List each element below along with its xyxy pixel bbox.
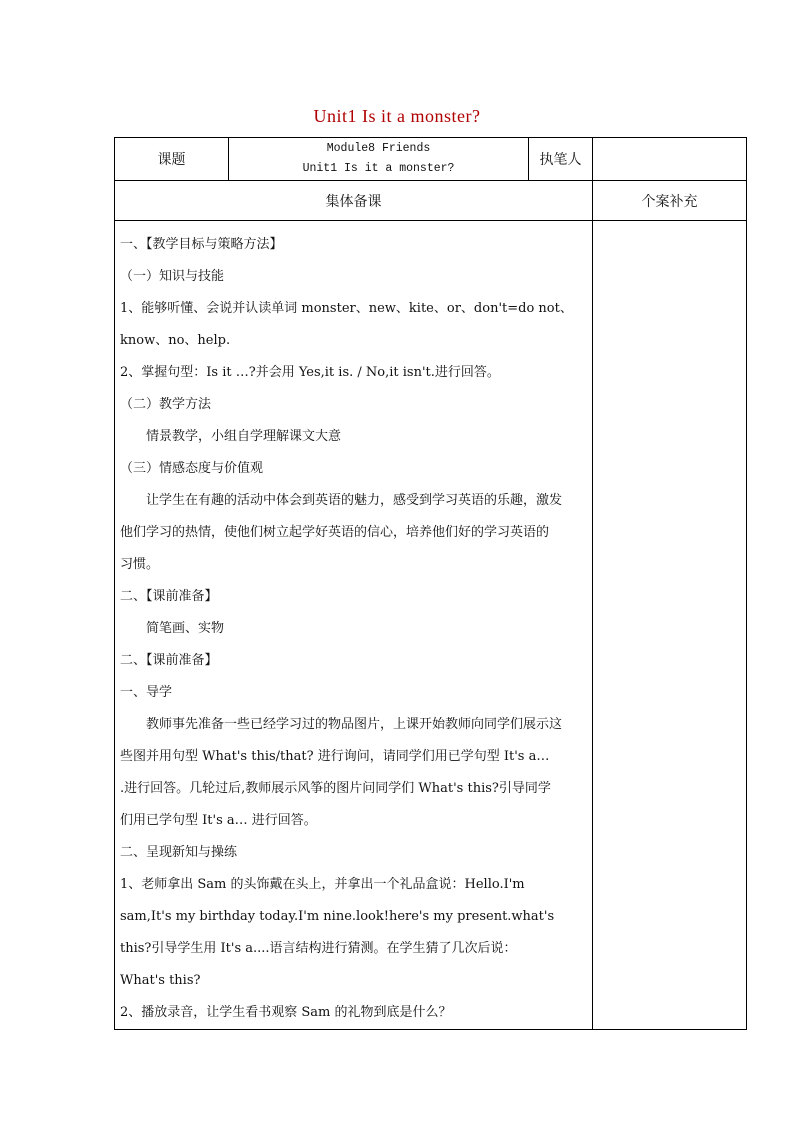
topic-label: 课题 bbox=[115, 138, 229, 181]
text-line: 1、老师拿出 Sam 的头饰戴在头上，并拿出一个礼品盒说：Hello.I'm bbox=[120, 877, 525, 892]
text-line: 习惯。 bbox=[120, 557, 160, 572]
collective-content bbox=[115, 221, 593, 1030]
text-line: 2、播放录音，让学生看书观察 Sam 的礼物到底是什么？ bbox=[120, 1005, 452, 1020]
individual-supplement-header: 个案补充 bbox=[593, 181, 747, 221]
subsection-heading: （三）情感态度与价值观 bbox=[120, 461, 264, 476]
text-line: 教师事先准备一些已经学习过的物品图片，上课开始教师向同学们展示这 bbox=[146, 717, 563, 732]
text-line: 们用已学句型 It's a… 进行回答。 bbox=[120, 813, 317, 828]
text-line: 些图并用句型 What's this/that? 进行询问，请同学们用已学句型 It's a… bbox=[120, 749, 550, 764]
author-value bbox=[593, 138, 747, 181]
section-heading: 二、【课前准备】 bbox=[120, 589, 218, 604]
text-line: What's this? bbox=[120, 973, 201, 988]
text-line: sam,It's my birthday today.I'm nine.look!here's my present.what's bbox=[120, 909, 555, 924]
text-line: 2、掌握句型：Is it …?并会用 Yes,it is. / No,it isn't.进行回答。 bbox=[120, 365, 500, 380]
subheader-row bbox=[115, 181, 747, 221]
individual-content bbox=[593, 221, 747, 1030]
collective-prep-header: 集体备课 bbox=[115, 181, 593, 221]
text-line: this?引导学生用 It's a....语言结构进行猜测。在学生猜了几次后说： bbox=[120, 941, 517, 956]
text-line: 情景教学，小组自学理解课文大意 bbox=[146, 429, 342, 444]
author-label: 执笔人 bbox=[529, 138, 593, 181]
text-line: 他们学习的热情，使他们树立起学好英语的信心，培养他们好的学习英语的 bbox=[120, 525, 550, 540]
text-line: 简笔画、实物 bbox=[146, 621, 225, 636]
content-row bbox=[115, 221, 747, 1030]
header-row bbox=[115, 138, 747, 181]
topic-value bbox=[229, 138, 529, 181]
text-line: 1、能够听懂、会说并认读单词 monster、new、kite、or、don't=do not、 bbox=[120, 301, 573, 316]
unit-line: Unit1 Is it a monster? bbox=[302, 162, 455, 175]
subsection-heading: （二）教学方法 bbox=[120, 397, 212, 412]
module-line: Module8 Friends bbox=[326, 142, 431, 155]
subsection-heading: 一、导学 bbox=[120, 685, 173, 700]
text-line: .进行回答。几轮过后,教师展示风筝的图片问同学们 What's this?引导同学 bbox=[120, 781, 551, 796]
subsection-heading: （一）知识与技能 bbox=[120, 269, 225, 284]
section-heading: 一、【教学目标与策略方法】 bbox=[120, 237, 283, 252]
section-heading: 二、【课前准备】 bbox=[120, 653, 218, 668]
text-line: 让学生在有趣的活动中体会到英语的魅力，感受到学习英语的乐趣，激发 bbox=[146, 493, 563, 508]
lesson-plan-table bbox=[114, 137, 747, 1030]
text-line: know、no、help. bbox=[120, 333, 231, 348]
subsection-heading: 二、呈现新知与操练 bbox=[120, 845, 238, 860]
document-title: Unit1 Is it a monster? bbox=[313, 106, 481, 126]
